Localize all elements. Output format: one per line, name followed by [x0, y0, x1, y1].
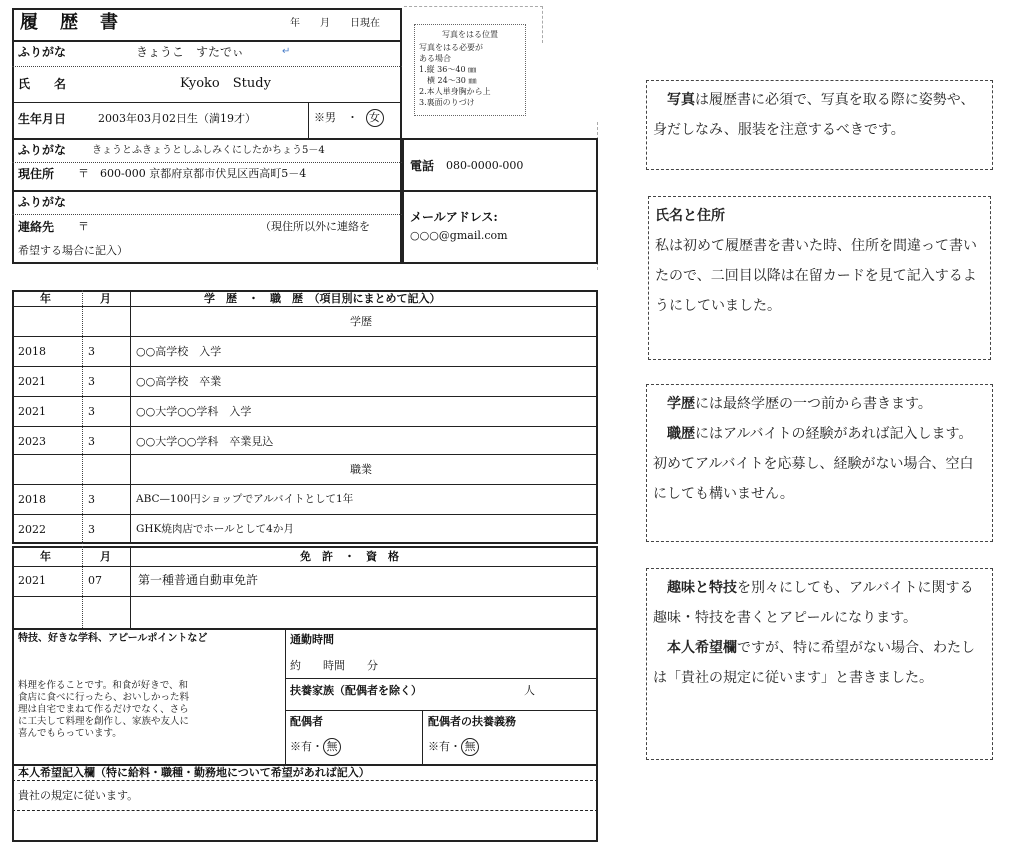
license-col-year: 年 — [40, 550, 51, 563]
birth-value: 2003年03月02日生（満19才） — [98, 112, 256, 125]
edu-month: 3 — [88, 405, 95, 418]
divider — [285, 628, 286, 766]
name-value: Kyoko Study — [180, 76, 271, 91]
spouse-prefix: ※有・ — [290, 740, 323, 753]
history-col-month: 月 — [100, 292, 111, 305]
photo-line: ある場合 — [419, 54, 451, 63]
edu-month: 3 — [88, 375, 95, 388]
edu-header: 学歴 — [350, 315, 372, 328]
edu-year: 2021 — [18, 405, 46, 418]
work-text: ABC—100円ショップでアルバイトとして1年 — [136, 493, 354, 505]
skills-line: 理は自宅でまねて作るだけでなく、さら — [18, 704, 189, 715]
paragraph-mark-icon: ↵ — [282, 46, 291, 57]
divider — [12, 426, 598, 427]
divider — [12, 214, 402, 215]
dependents-unit: 人 — [524, 684, 535, 697]
license-year: 2021 — [18, 574, 46, 587]
divider — [12, 514, 598, 515]
divider — [12, 454, 598, 455]
spouse-field — [290, 738, 341, 756]
divider — [12, 40, 402, 42]
gender-prefix: ※男 ・ — [314, 111, 358, 124]
address-furigana-value: きょうとふきょうとしふしみくにしたかちょう5－4 — [92, 145, 325, 156]
photo-line: 3.裏面のりづけ — [419, 98, 475, 107]
commute-label: 通勤時間 — [290, 633, 334, 646]
edu-text: ○○大学○○学科 入学 — [136, 405, 252, 418]
divider — [12, 306, 598, 307]
contact-info-frame — [402, 138, 598, 264]
divider — [12, 366, 598, 367]
contact-label: 連絡先 — [18, 220, 55, 234]
contact-furigana-label: ふりがな — [18, 195, 67, 209]
photo-line: 1.縦 36～40 ㎜ — [419, 65, 477, 74]
divider — [12, 566, 598, 567]
furigana-label: ふりがな — [18, 45, 67, 59]
note-edu-bold: 学歴 — [667, 396, 695, 412]
email-value: ○○○@gmail.com — [410, 229, 508, 242]
skills-line: 食店に食べに行ったら、おいしかった料 — [18, 692, 190, 703]
note-hobby-bold: 趣味と特技 — [667, 580, 737, 596]
license-col-month: 月 — [100, 550, 111, 563]
contact-postal: 〒 — [78, 220, 89, 233]
license-text: 第一種普通自動車免許 — [138, 573, 259, 587]
photo-placeholder — [414, 24, 526, 116]
divider — [12, 138, 402, 140]
skills-line: 喜んでもらっています。 — [18, 728, 122, 739]
divider — [82, 290, 83, 544]
note-hobby-text: を別々にしても、アルバイトに関する趣味・特技を書くとアピールになります。 — [653, 580, 974, 626]
edu-month: 3 — [88, 345, 95, 358]
edu-text: ○○高学校 入学 — [136, 345, 222, 358]
work-month: 3 — [88, 493, 95, 506]
skills-text — [18, 680, 189, 740]
note-photo-text: は履歴書に必須で、写真を取る際に姿勢や、身だしなみ、服装を注意するべきです。 — [653, 92, 975, 138]
divider — [12, 396, 598, 397]
name-label: 氏 名 — [18, 77, 67, 91]
divider — [82, 546, 83, 630]
spouse-selected-circle: 無 — [323, 738, 341, 756]
note-name-title: 氏名と住所 — [655, 208, 725, 224]
skills-line: に工夫して料理を創作し、家族や友人に — [18, 716, 190, 727]
spouse-duty-selected-circle: 無 — [461, 738, 479, 756]
photo-line: 2.本人単身胸から上 — [419, 87, 491, 96]
gender-field — [314, 109, 384, 127]
birth-label: 生年月日 — [18, 112, 67, 126]
work-year: 2022 — [18, 523, 46, 536]
contact-note-line-1: （現住所以外に連絡を — [260, 220, 370, 233]
divider — [12, 102, 402, 103]
divider — [12, 596, 598, 597]
note-work-text: にはアルバイトの経験があれば記入します。初めてアルバイトを応募し、経験がない場合、空白にしても構いません。 — [653, 426, 974, 502]
note-wish-text: ですが、特に希望がない場合、わたしは「貴社の規定に従います」と書きました。 — [653, 640, 975, 686]
divider — [12, 484, 598, 485]
divider — [308, 102, 309, 138]
skills-line: 料理を作ることです。和食が好きで、和 — [18, 680, 189, 691]
history-col-year: 年 — [40, 292, 51, 305]
skills-label: 特技、好きな学科、アピールポイントなど — [18, 633, 208, 644]
divider — [12, 336, 598, 337]
address-label: 現住所 — [18, 167, 55, 181]
note-name-text: 私は初めて履歴書を書いた時、住所を間違って書いたので、二回目以降は在留カードを見て記入するようにしていました。 — [655, 238, 977, 314]
history-table — [12, 290, 598, 544]
divider — [12, 780, 598, 781]
furigana-value: きょうこ すたでぃ — [136, 45, 244, 59]
address-furigana-label: ふりがな — [18, 143, 67, 157]
note-wish-bold: 本人希望欄 — [667, 640, 737, 656]
contact-note-line-2: 希望する場合に記入） — [18, 244, 128, 257]
divider — [12, 810, 598, 811]
note-work-bold: 職歴 — [667, 426, 695, 442]
edu-text: ○○大学○○学科 卒業見込 — [136, 435, 274, 448]
spouse-label: 配偶者 — [290, 715, 323, 728]
address-value: 〒 600-000 京都府京都市伏見区西高町5－4 — [78, 167, 307, 180]
spouse-duty-label: 配偶者の扶養義務 — [428, 715, 516, 728]
photo-line: 写真をはる必要が — [419, 43, 483, 52]
work-month: 3 — [88, 523, 95, 536]
divider — [285, 678, 598, 679]
divider — [12, 162, 402, 163]
history-col-title: 学 歴 ・ 職 歴 （項目別にまとめて記入） — [204, 292, 441, 305]
edu-year: 2023 — [18, 435, 46, 448]
email-label: メールアドレス: — [410, 210, 498, 224]
edu-month: 3 — [88, 435, 95, 448]
spouse-duty-prefix: ※有・ — [428, 740, 461, 753]
divider — [422, 710, 423, 766]
divider — [12, 190, 598, 192]
divider — [130, 546, 131, 630]
note-education — [646, 384, 993, 542]
work-header: 職業 — [350, 463, 372, 476]
edu-year: 2021 — [18, 375, 46, 388]
edu-year: 2018 — [18, 345, 46, 358]
work-year: 2018 — [18, 493, 46, 506]
gender-selected-circle: 女 — [366, 109, 384, 127]
phone-label: 電話 — [410, 159, 435, 173]
note-photo — [646, 80, 993, 170]
dependents-label: 扶養家族（配偶者を除く） — [290, 684, 422, 697]
edu-text: ○○高学校 卒業 — [136, 375, 222, 388]
phone-value: 080-0000-000 — [446, 159, 524, 172]
photo-line: 横 24～30 ㎜ — [419, 76, 477, 85]
date-label: 年 月 日現在 — [290, 18, 380, 29]
resume-title: 履 歴 書 — [20, 12, 120, 33]
license-month: 07 — [88, 574, 102, 587]
divider — [285, 710, 598, 711]
photo-title: 写真をはる位置 — [442, 30, 498, 39]
divider — [130, 290, 131, 544]
note-name-address — [648, 196, 991, 360]
work-text: GHK焼肉店でホールとして4か月 — [136, 523, 294, 535]
license-col-title: 免 許 ・ 資 格 — [300, 550, 399, 563]
divider — [12, 66, 402, 67]
wish-value: 貴社の規定に従います。 — [18, 789, 139, 802]
wish-label: 本人希望記入欄（特に給料・職種・勤務地について希望があれば記入） — [18, 766, 370, 779]
note-edu-text: には最終学歴の一つ前から書きます。 — [695, 396, 932, 412]
commute-value: 約 時間 分 — [290, 659, 378, 672]
spouse-duty-field — [428, 738, 479, 756]
note-hobby — [646, 568, 993, 760]
note-photo-bold: 写真 — [667, 92, 695, 108]
